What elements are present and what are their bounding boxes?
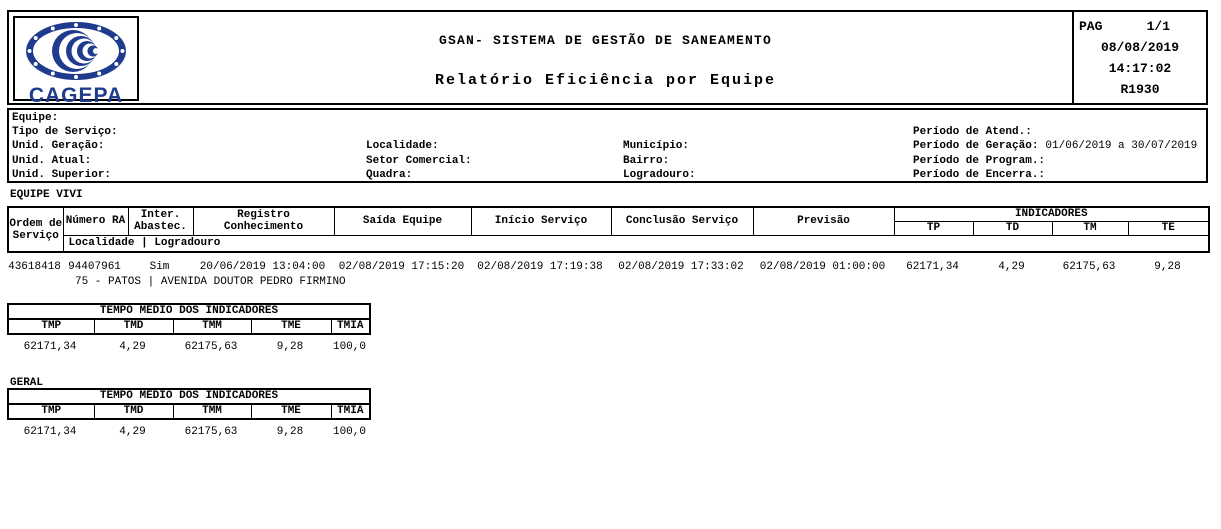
col-header-previsao: Previsão <box>753 207 894 235</box>
filter-logradouro: Logradouro: <box>623 168 696 181</box>
table-row-localidade <box>7 274 1208 289</box>
geral-section-label: GERAL <box>10 377 44 389</box>
cell-ordem-servico: 43618418 <box>8 260 61 273</box>
cell-saida-equipe: 02/08/2019 17:15:20 <box>338 260 465 273</box>
table-row <box>7 424 369 439</box>
cagepa-logo-icon <box>20 20 132 82</box>
equipe-table-data <box>7 259 1208 289</box>
filter-column-3 <box>623 111 696 182</box>
periodo-geracao-value: 01/06/2019 a 30/07/2019 <box>1045 140 1198 153</box>
filter-panel <box>7 108 1208 183</box>
filter-column-4 <box>913 111 1197 182</box>
value-tmd: 4,29 <box>119 340 146 353</box>
header-tme: TME <box>251 319 331 334</box>
cell-te: 9,28 <box>1154 260 1181 273</box>
system-title: GSAN- SISTEMA DE GESTÃO DE SANEAMENTO <box>438 33 773 48</box>
filter-municipio: Município: <box>623 140 690 153</box>
cagepa-logo-text: CAGEPA <box>28 84 124 107</box>
col-header-te: TE <box>1128 221 1209 235</box>
value-tmm: 62175,63 <box>184 340 238 353</box>
report-code: R1930 <box>1120 82 1160 97</box>
cell-localidade-logradouro: 75 - PATOS | AVENIDA DOUTOR PEDRO FIRMINO <box>75 275 346 288</box>
report-time: 14:17:02 <box>1108 61 1172 76</box>
report-header <box>7 10 1208 105</box>
tempo-medio-geral-title: TEMPO MÉDIO DOS INDICADORES <box>8 389 370 404</box>
col-header-inter-abastec: Inter. Abastec. <box>128 207 193 235</box>
tempo-medio-geral-values <box>7 424 369 439</box>
tempo-medio-geral-table <box>7 388 371 420</box>
header-tmp: TMP <box>8 319 94 334</box>
filter-unid-atual: Unid. Atual: <box>12 154 92 167</box>
col-header-localidade-logradouro: Localidade | Logradouro <box>63 235 1209 252</box>
table-row <box>7 339 369 354</box>
value-tme: 9,28 <box>276 425 304 438</box>
value-tme: 9,28 <box>276 340 304 353</box>
tempo-medio-equipe-table <box>7 303 371 335</box>
page-number-line <box>1074 16 1206 37</box>
tempo-medio-equipe-headers <box>8 319 370 334</box>
cell-previsao: 02/08/2019 01:00:00 <box>759 260 886 273</box>
filter-unid-geracao: Unid. Geração: <box>12 140 105 153</box>
col-header-td: TD <box>973 221 1052 235</box>
col-header-tp: TP <box>894 221 973 235</box>
value-tmp: 62171,34 <box>23 425 77 438</box>
cell-tm: 62175,63 <box>1062 260 1116 273</box>
tempo-medio-geral-headers <box>8 404 370 419</box>
value-tmp: 62171,34 <box>23 340 77 353</box>
filter-periodo-atend: Período de Atend.: <box>913 126 1032 139</box>
filter-equipe: Equipe: <box>12 112 59 124</box>
table-row <box>7 259 1208 274</box>
header-tmp: TMP <box>8 404 94 419</box>
cell-tp: 62171,34 <box>906 260 959 273</box>
value-tmia: 100,0 <box>332 425 366 438</box>
filter-tipo-servico: Tipo de Serviço: <box>12 126 118 139</box>
col-header-registro-conhecimento: Registro Conhecimento <box>193 207 334 235</box>
title-area <box>139 12 1072 103</box>
filter-periodo-geracao: Período de Geração: 01/06/2019 a 30/07/2019 <box>913 140 1198 153</box>
col-header-tm: TM <box>1052 221 1128 235</box>
header-tmia: TMIA <box>331 404 370 419</box>
cell-inicio-servico: 02/08/2019 17:19:38 <box>477 260 603 273</box>
filter-quadra: Quadra: <box>366 168 413 181</box>
cell-inter-abastec: Sim <box>149 260 170 273</box>
page-info-box <box>1072 12 1206 103</box>
header-tmd: TMD <box>94 319 173 334</box>
cell-numero-ra: 94407961 <box>68 260 121 273</box>
filter-localidade: Localidade: <box>366 140 439 153</box>
filter-column-2 <box>366 111 472 182</box>
equipe-table-header <box>7 206 1210 253</box>
filter-column-1 <box>12 111 118 182</box>
page-label: PAG <box>1079 19 1103 34</box>
tempo-medio-equipe-title: TEMPO MÉDIO DOS INDICADORES <box>8 304 370 319</box>
col-header-numero-ra: Número RA <box>63 207 128 235</box>
col-header-indicadores: INDICADORES <box>894 207 1209 221</box>
value-tmia: 100,0 <box>332 340 366 353</box>
cagepa-logo <box>13 16 139 107</box>
report-title: Relatório Eficiência por Equipe <box>434 72 777 89</box>
header-tmm: TMM <box>173 319 251 334</box>
col-header-saida-equipe: Saída Equipe <box>334 207 471 235</box>
header-tme: TME <box>251 404 331 419</box>
filter-periodo-program: Período de Program.: <box>913 154 1046 167</box>
col-header-inicio-servico: Início Serviço <box>471 207 611 235</box>
page-value: 1/1 <box>1146 19 1170 34</box>
col-header-ordem-servico: Ordem de Serviço <box>8 207 63 252</box>
value-tmm: 62175,63 <box>184 425 238 438</box>
cell-registro-conhecimento: 20/06/2019 13:04:00 <box>199 260 326 273</box>
filter-periodo-encerra: Período de Encerra.: <box>913 168 1046 181</box>
filter-bairro: Bairro: <box>623 154 670 167</box>
filter-unid-superior: Unid. Superior: <box>12 168 112 181</box>
equipe-section-label: EQUIPE VIVI <box>10 189 83 201</box>
report-date: 08/08/2019 <box>1100 40 1179 55</box>
cell-td: 4,29 <box>998 260 1025 273</box>
tempo-medio-equipe-values <box>7 339 369 354</box>
header-tmd: TMD <box>94 404 173 419</box>
value-tmd: 4,29 <box>119 425 146 438</box>
header-tmia: TMIA <box>331 319 370 334</box>
col-header-conclusao-servico: Conclusão Serviço <box>611 207 753 235</box>
cell-conclusao-servico: 02/08/2019 17:33:02 <box>618 260 744 273</box>
header-tmm: TMM <box>173 404 251 419</box>
filter-setor-comercial: Setor Comercial: <box>366 154 472 167</box>
